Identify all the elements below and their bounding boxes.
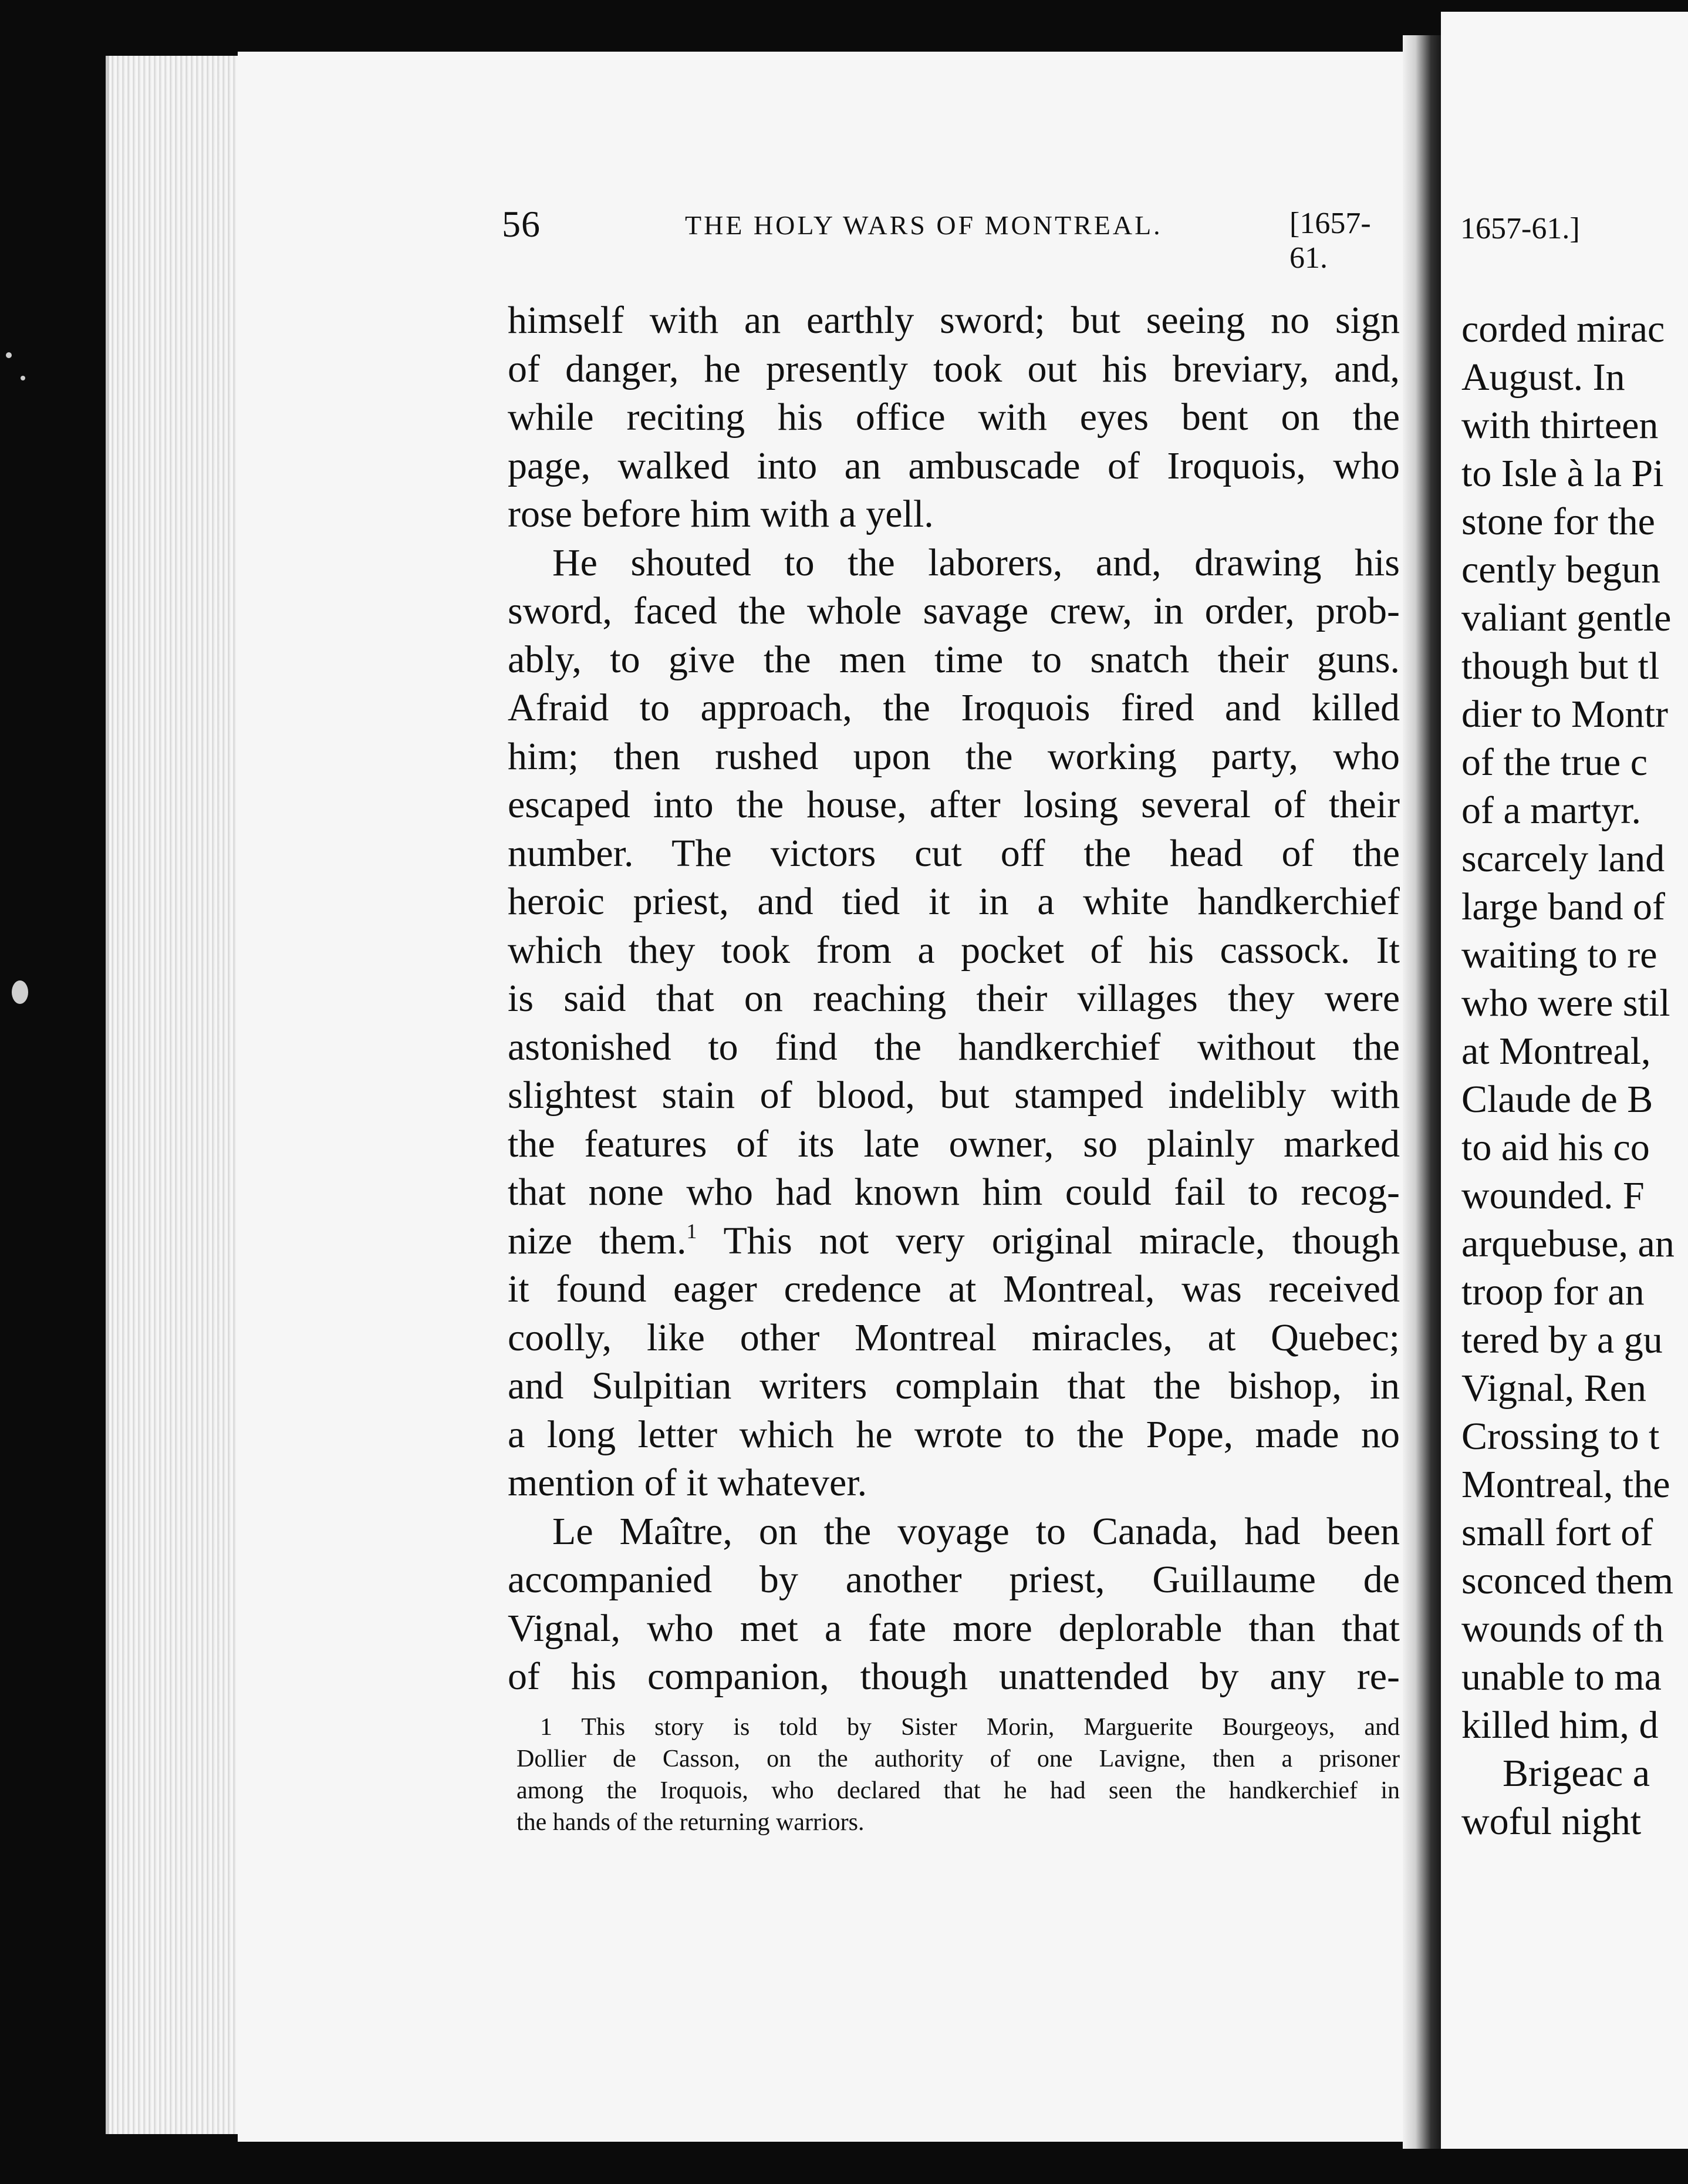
text-line: wounded. F [1461,1174,1645,1217]
text-line: a long letter which he wrote to the Pope, made no [508,1413,1400,1456]
scan-speck [21,376,25,380]
text-line: Claude de B [1461,1078,1653,1121]
text-line: Vignal, Ren [1461,1367,1646,1410]
text-line: August. In [1461,356,1625,399]
text-line: rose before him with a yell. [508,493,934,535]
text-line: accompanied by another priest, Guillaume de [508,1558,1400,1601]
scan-speck [6,352,12,358]
text-line: who were stil [1461,982,1670,1024]
right-page [1441,12,1688,2149]
page-number: 56 [502,203,541,245]
text-line: Afraid to approach, the Iroquois fired and killed [508,686,1400,729]
text-line: wounds of th [1461,1607,1664,1650]
text-line [508,1217,1400,1266]
running-title: THE HOLY WARS OF MONTREAL. [685,210,1163,240]
text-line: him; then rushed upon the working party, who [508,734,1400,778]
text-line: arquebuse, an [1461,1222,1675,1265]
text-line: number. The victors cut off the head of the [508,831,1400,875]
text-line: tered by a gu [1461,1319,1663,1361]
text-line: sword, faced the whole savage crew, in order, prob- [508,589,1400,632]
footnote-line: 1 This story is told by Sister Morin, Marguerite Bourgeoys, and [540,1714,1400,1741]
text-line: waiting to re [1461,933,1657,976]
text-line: He shouted to the laborers, and, drawing his [552,541,1400,584]
text-line: to Isle à la Pi [1461,452,1664,495]
text-line: of the true c [1461,741,1648,784]
text-line: Brigeac a [1503,1752,1650,1795]
text-line: astonished to find the handkerchief without the [508,1025,1400,1069]
text-line: troop for an [1461,1270,1645,1313]
right-body-text [1461,305,1688,1846]
text-line: dier to Montr [1461,693,1668,736]
scan-speck [12,980,28,1004]
right-running-date: 1657-61.] [1460,212,1580,245]
running-date: [1657-61. [1289,207,1371,275]
text-line: large band of [1461,885,1665,928]
text-line: though but tl [1461,645,1660,687]
footnote-line: Dollier de Casson, on the authority of one Lavigne, then a prisoner [516,1745,1400,1772]
text-fragment: nize them. [508,1219,687,1262]
text-line: of a martyr. [1461,789,1642,832]
text-line: unable to ma [1461,1656,1662,1698]
text-line: himself with an earthly sword; but seeing no sign [508,299,1400,342]
text-line: escaped into the house, after losing several of their [508,783,1400,826]
text-line: page, walked into an ambuscade of Iroquois, who [508,444,1400,487]
text-line: ably, to give the men time to snatch their guns. [508,638,1400,681]
text-line: while reciting his office with eyes bent on the [508,396,1400,439]
text-line: cently begun [1461,548,1661,591]
page-edges [106,56,244,2134]
text-line: woful night [1461,1800,1642,1843]
text-line: scarcely land [1461,837,1665,880]
text-line: mention of it whatever. [508,1461,867,1504]
text-line: small fort of [1461,1511,1653,1554]
text-line: of his companion, though unattended by any re- [508,1655,1400,1698]
text-line: slightest stain of blood, but stamped indelibly with [508,1074,1400,1117]
text-line: sconced them [1461,1559,1674,1602]
text-line: killed him, d [1461,1704,1659,1747]
footnote [516,1711,1400,1838]
text-line: Montreal, the [1461,1463,1670,1506]
text-line: it found eager credence at Montreal, was received [508,1268,1400,1310]
text-line: which they took from a pocket of his cassock. It [508,928,1400,972]
text-line: and Sulpitian writers complain that the bishop, in [508,1364,1400,1407]
text-line: Le Maître, on the voyage to Canada, had been [552,1509,1400,1553]
running-head [502,203,1382,275]
text-line: stone for the [1461,500,1655,543]
footnote-line: among the Iroquois, who declared that he had seen the handkerchief in [516,1777,1400,1804]
text-line: Vignal, who met a fate more deplorable than that [508,1606,1400,1650]
footnote-reference: 1 [686,1219,697,1243]
text-line: at Montreal, [1461,1030,1651,1073]
text-line: heroic priest, and tied it in a white handkerchief [508,880,1400,923]
footnote-line: the hands of the returning warriors. [516,1809,865,1836]
text-line: is said that on reaching their villages they were [508,977,1400,1020]
text-line: the features of its late owner, so plainly marked [508,1122,1400,1165]
text-line: Crossing to t [1461,1415,1660,1458]
text-line: valiant gentle [1461,596,1672,639]
text-line: with thirteen [1461,404,1659,447]
text-line: that none who had known him could fail to recog- [508,1171,1400,1214]
text-line: to aid his co [1461,1126,1650,1169]
text-line: coolly, like other Montreal miracles, at Quebec; [508,1316,1400,1359]
text-line: corded mirac [1461,308,1665,350]
body-text [508,296,1400,1701]
text-fragment: This not very original miracle, though [697,1219,1400,1262]
text-line: of danger, he presently took out his breviary, and, [508,347,1400,390]
